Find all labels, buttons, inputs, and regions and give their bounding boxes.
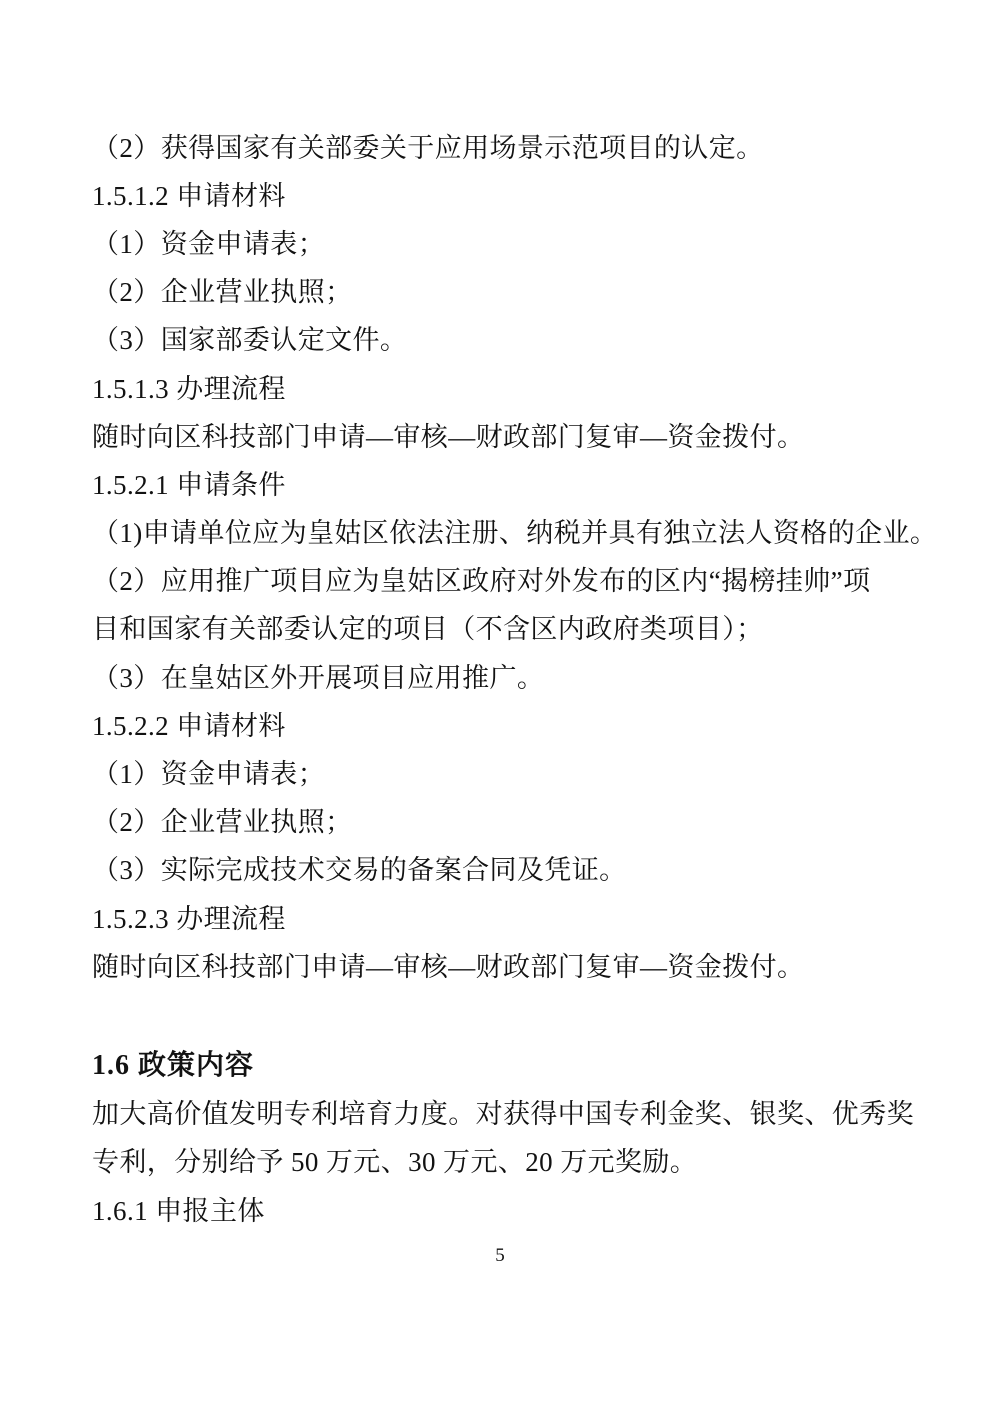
- doc-line: 加大高价值发明专利培育力度。对获得中国专利金奖、银奖、优秀奖: [92, 1099, 914, 1130]
- doc-line: （1）资金申请表；: [92, 759, 326, 790]
- doc-line-section-number: 1.5.1.2 申请材料: [92, 180, 286, 211]
- doc-line: （3）国家部委认定文件。: [92, 325, 408, 356]
- doc-line: 目和国家有关部委认定的项目（不含区内政府类项目）；: [92, 614, 764, 645]
- page-number: 5: [495, 1245, 505, 1266]
- doc-line-section-number: 1.5.2.2 申请材料: [92, 710, 286, 741]
- doc-line: （2）企业营业执照；: [92, 807, 353, 838]
- doc-line: （1）资金申请表；: [92, 228, 326, 259]
- doc-line: （2）获得国家有关部委关于应用场景示范项目的认定。: [92, 132, 764, 163]
- doc-line: （3）在皇姑区外开展项目应用推广。: [92, 662, 545, 693]
- doc-line: （2）企业营业执照；: [92, 277, 353, 308]
- doc-line: 专利，分别给予 50 万元、30 万元、20 万元奖励。: [92, 1147, 698, 1178]
- doc-line: （2）应用推广项目应为皇姑区政府对外发布的区内“揭榜挂帅”项: [92, 566, 871, 597]
- doc-line-section-number: 1.5.2.3 办理流程: [92, 903, 286, 934]
- document-body: [92, 121, 938, 1232]
- doc-line: 随时向区科技部门申请—审核—财政部门复审—资金拨付。: [92, 951, 805, 982]
- section-heading: 1.6 政策内容: [92, 1050, 255, 1082]
- doc-line-section-number: 1.5.2.1 申请条件: [92, 469, 286, 500]
- doc-line-section-number: 1.6.1 申报主体: [92, 1195, 265, 1226]
- doc-line: （1)申请单位应为皇姑区依法注册、纳税并具有独立法人资格的企业。: [92, 518, 938, 549]
- doc-line: 随时向区科技部门申请—审核—财政部门复审—资金拨付。: [92, 421, 805, 452]
- doc-line-section-number: 1.5.1.3 办理流程: [92, 373, 286, 404]
- doc-line: （3）实际完成技术交易的备案合同及凭证。: [92, 855, 627, 886]
